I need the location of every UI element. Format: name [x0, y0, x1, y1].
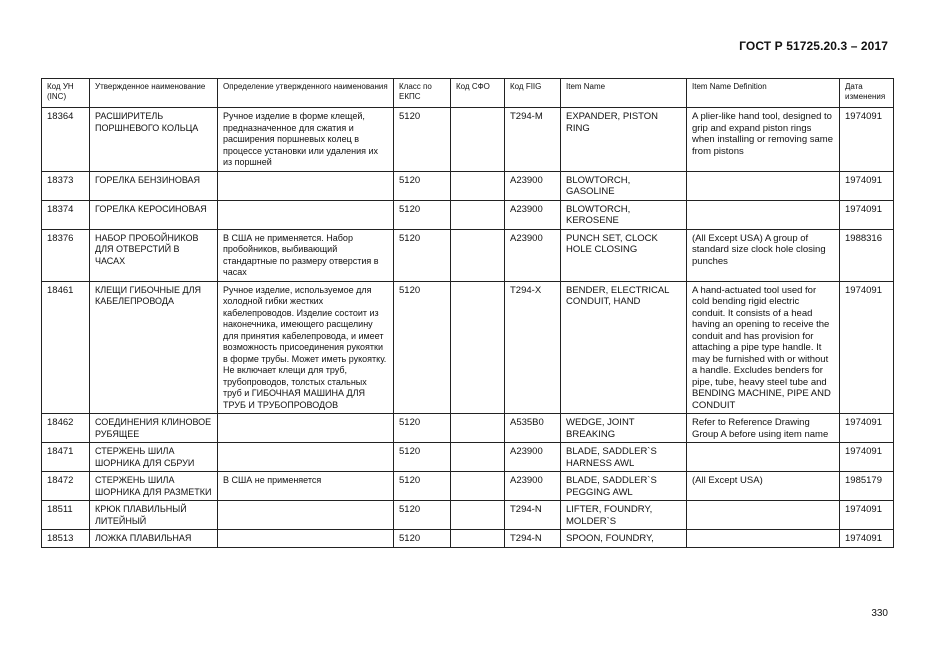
cell-item-def: (All Except USA) [687, 472, 840, 501]
cell-sfo [451, 414, 505, 443]
cell-fiig: A23900 [505, 443, 561, 472]
cell-name-ru: СТЕРЖЕНЬ ШИЛА ШОРНИКА ДЛЯ РАЗМЕТКИ [90, 472, 218, 501]
table-row [42, 501, 894, 530]
cell-sfo [451, 501, 505, 530]
cell-item-name: WEDGE, JOINT BREAKING [561, 414, 687, 443]
cell-class: 5120 [394, 443, 451, 472]
cell-item-def [687, 501, 840, 530]
cell-date: 1974091 [840, 443, 894, 472]
cell-inc: 18461 [42, 281, 90, 414]
cell-name-ru: КЛЕЩИ ГИБОЧНЫЕ ДЛЯ КАБЕЛЕПРОВОДА [90, 281, 218, 414]
cell-item-def: A plier-like hand tool, designed to grip and expand piston rings when installing or removing same from pistons [687, 108, 840, 172]
cell-inc: 18462 [42, 414, 90, 443]
table-row [42, 229, 894, 281]
cell-item-def: (All Except USA) A group of standard size clock hole closing punches [687, 229, 840, 281]
table-row [42, 281, 894, 414]
cell-inc: 18373 [42, 171, 90, 200]
cell-fiig: A23900 [505, 171, 561, 200]
col-header-item-def: Item Name Definition [687, 79, 840, 108]
col-header-sfo: Код СФО [451, 79, 505, 108]
cell-fiig: A23900 [505, 200, 561, 229]
cell-inc: 18376 [42, 229, 90, 281]
cell-item-def [687, 200, 840, 229]
cell-date: 1974091 [840, 281, 894, 414]
cell-def-ru [218, 530, 394, 548]
cell-fiig: A23900 [505, 472, 561, 501]
cell-def-ru [218, 501, 394, 530]
cell-sfo [451, 108, 505, 172]
cell-date: 1974091 [840, 530, 894, 548]
cell-inc: 18472 [42, 472, 90, 501]
cell-class: 5120 [394, 281, 451, 414]
cell-sfo [451, 281, 505, 414]
page-number: 330 [871, 608, 888, 619]
cell-def-ru: Ручное изделие, используемое для холодной гибки жестких кабелепроводов. Изделие состоит из наконечника, имеющего расщелину для принятия кабелепровода, и имеет возможность присоединения рукоятки в форме трубы. Может иметь рукоятку. Не включает клещи для труб, трубопроводов, толстых стальных труб и ГИБОЧНАЯ МАШИНА ДЛЯ ТРУБ И ТРУБОПРОВОДОВ [218, 281, 394, 414]
cell-item-name: BENDER, ELECTRICAL CONDUIT, HAND [561, 281, 687, 414]
cell-date: 1988316 [840, 229, 894, 281]
cell-def-ru: В США не применяется [218, 472, 394, 501]
cell-class: 5120 [394, 414, 451, 443]
cell-item-name: PUNCH SET, CLOCK HOLE CLOSING [561, 229, 687, 281]
cell-fiig: T294-N [505, 530, 561, 548]
cell-inc: 18471 [42, 443, 90, 472]
cell-item-def [687, 443, 840, 472]
cell-def-ru [218, 200, 394, 229]
cell-def-ru [218, 171, 394, 200]
col-header-def-ru: Определение утвержденного наименования [218, 79, 394, 108]
cell-item-name: BLOWTORCH, GASOLINE [561, 171, 687, 200]
document-code: ГОСТ Р 51725.20.3 – 2017 [739, 39, 888, 53]
cell-sfo [451, 229, 505, 281]
cell-def-ru: Ручное изделие в форме клещей, предназначенное для сжатия и расширения поршневых колец в процессе установки или удаления их из поршней [218, 108, 394, 172]
cell-name-ru: КРЮК ПЛАВИЛЬНЫЙ ЛИТЕЙНЫЙ [90, 501, 218, 530]
items-table [41, 78, 894, 548]
cell-item-name: SPOON, FOUNDRY, [561, 530, 687, 548]
col-header-inc: Код УН (INC) [42, 79, 90, 108]
cell-def-ru: В США не применяется. Набор пробойников, выбивающий стандартные по размеру отверстия в часах [218, 229, 394, 281]
col-header-date: Дата изменения [840, 79, 894, 108]
cell-class: 5120 [394, 530, 451, 548]
cell-fiig: T294-M [505, 108, 561, 172]
cell-name-ru: СОЕДИНЕНИЯ КЛИНОВОЕ РУБЯЩЕЕ [90, 414, 218, 443]
cell-sfo [451, 472, 505, 501]
cell-name-ru: РАСШИРИТЕЛЬ ПОРШНЕВОГО КОЛЬЦА [90, 108, 218, 172]
cell-inc: 18513 [42, 530, 90, 548]
cell-item-def [687, 171, 840, 200]
cell-class: 5120 [394, 200, 451, 229]
table-row [42, 443, 894, 472]
cell-class: 5120 [394, 501, 451, 530]
cell-inc: 18364 [42, 108, 90, 172]
table-row [42, 472, 894, 501]
cell-fiig: A23900 [505, 229, 561, 281]
cell-inc: 18511 [42, 501, 90, 530]
cell-def-ru [218, 414, 394, 443]
cell-item-name: BLADE, SADDLER`S HARNESS AWL [561, 443, 687, 472]
col-header-class: Класс по ЕКПС [394, 79, 451, 108]
cell-date: 1974091 [840, 414, 894, 443]
cell-item-def [687, 530, 840, 548]
table-row [42, 200, 894, 229]
cell-date: 1974091 [840, 200, 894, 229]
cell-date: 1974091 [840, 501, 894, 530]
cell-sfo [451, 171, 505, 200]
cell-sfo [451, 443, 505, 472]
cell-date: 1985179 [840, 472, 894, 501]
cell-name-ru: НАБОР ПРОБОЙНИКОВ ДЛЯ ОТВЕРСТИЙ В ЧАСАХ [90, 229, 218, 281]
cell-item-name: BLOWTORCH, KEROSENE [561, 200, 687, 229]
table-row [42, 414, 894, 443]
cell-item-name: LIFTER, FOUNDRY, MOLDER`S [561, 501, 687, 530]
cell-date: 1974091 [840, 108, 894, 172]
table-row [42, 108, 894, 172]
cell-name-ru: ЛОЖКА ПЛАВИЛЬНАЯ [90, 530, 218, 548]
col-header-item-name: Item Name [561, 79, 687, 108]
cell-class: 5120 [394, 108, 451, 172]
cell-date: 1974091 [840, 171, 894, 200]
cell-item-def: A hand-actuated tool used for cold bending rigid electric conduit. It consists of a head having an opening to receive the conduit and has provision for attaching a pipe type handle. It may be furnished with or without a handle. Excludes benders for pipe, tube, heavy steel tube and BENDING MACHINE, PIPE AND CONDUIT [687, 281, 840, 414]
cell-name-ru: СТЕРЖЕНЬ ШИЛА ШОРНИКА ДЛЯ СБРУИ [90, 443, 218, 472]
cell-item-name: BLADE, SADDLER`S PEGGING AWL [561, 472, 687, 501]
cell-name-ru: ГОРЕЛКА КЕРОСИНОВАЯ [90, 200, 218, 229]
cell-class: 5120 [394, 472, 451, 501]
cell-sfo [451, 200, 505, 229]
cell-item-name: EXPANDER, PISTON RING [561, 108, 687, 172]
cell-def-ru [218, 443, 394, 472]
cell-name-ru: ГОРЕЛКА БЕНЗИНОВАЯ [90, 171, 218, 200]
table-header-row [42, 79, 894, 108]
cell-fiig: T294-N [505, 501, 561, 530]
cell-sfo [451, 530, 505, 548]
table-row [42, 530, 894, 548]
cell-class: 5120 [394, 229, 451, 281]
cell-class: 5120 [394, 171, 451, 200]
cell-fiig: T294-X [505, 281, 561, 414]
col-header-name-ru: Утвержденное наименование [90, 79, 218, 108]
col-header-fiig: Код FIIG [505, 79, 561, 108]
cell-inc: 18374 [42, 200, 90, 229]
table-row [42, 171, 894, 200]
cell-fiig: A535B0 [505, 414, 561, 443]
cell-item-def: Refer to Reference Drawing Group A before using item name [687, 414, 840, 443]
